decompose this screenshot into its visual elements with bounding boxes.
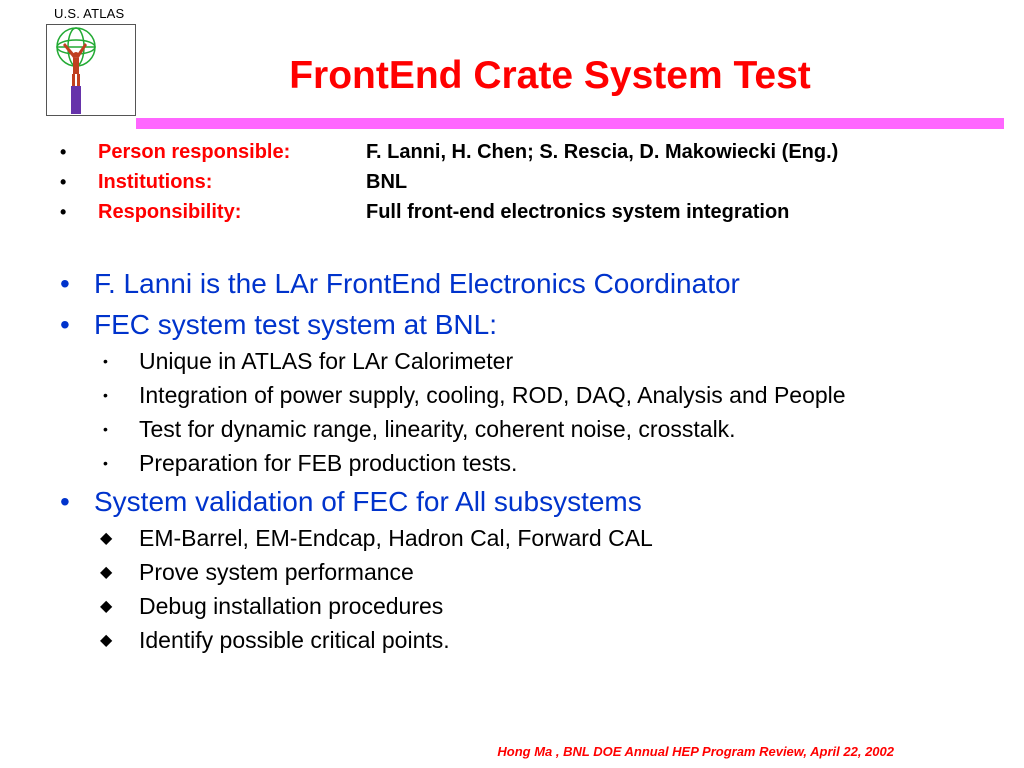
sub-list-item-text: Identify possible critical points.	[139, 627, 450, 653]
sub-list-item	[56, 382, 976, 409]
sub-list-item	[56, 348, 976, 375]
bullet: •	[103, 455, 108, 471]
sub-list-item-text: Preparation for FEB production tests.	[139, 450, 518, 476]
diamond-bullet-icon: ◆	[100, 632, 113, 649]
info-block	[56, 137, 1016, 227]
list-item-text: F. Lanni is the LAr FrontEnd Electronics Coordinator	[94, 268, 740, 299]
bullet: •	[60, 309, 70, 340]
bullet: •	[60, 268, 70, 299]
bullet: •	[103, 421, 108, 437]
info-key: Responsibility:	[98, 201, 242, 223]
info-value: Full front-end electronics system integration	[366, 201, 790, 223]
bullet: •	[60, 142, 67, 162]
sub-list-item	[56, 525, 976, 552]
sub-list-item	[56, 559, 976, 586]
info-value: F. Lanni, H. Chen; S. Rescia, D. Makowiecki (Eng.)	[366, 141, 839, 163]
sub-list-item-text: EM-Barrel, EM-Endcap, Hadron Cal, Forward CAL	[139, 525, 653, 551]
atlas-figure-logo-icon	[47, 25, 135, 115]
sub-list-item	[56, 450, 976, 477]
sub-list-item	[56, 416, 976, 443]
info-row-person	[56, 137, 1016, 167]
bullet: •	[60, 202, 67, 222]
info-row-responsibility	[56, 197, 1016, 227]
list-item-text: FEC system test system at BNL:	[94, 309, 497, 340]
bullet: •	[60, 486, 70, 517]
bullet: •	[103, 353, 108, 369]
list-item-text: System validation of FEC for All subsystems	[94, 486, 642, 517]
footer-citation: Hong Ma , BNL DOE Annual HEP Program Review, April 22, 2002	[497, 744, 894, 759]
diamond-bullet-icon: ◆	[100, 530, 113, 547]
list-item	[56, 307, 976, 343]
diamond-bullet-icon: ◆	[100, 564, 113, 581]
atlas-logo	[46, 24, 136, 116]
info-row-institutions	[56, 167, 1016, 197]
sub-list-item-text: Prove system performance	[139, 559, 414, 585]
sub-list-item-text: Test for dynamic range, linearity, coherent noise, crosstalk.	[139, 416, 736, 442]
sub-list-item-text: Debug installation procedures	[139, 593, 444, 619]
bullet: •	[60, 172, 67, 192]
diamond-bullet-icon: ◆	[100, 598, 113, 615]
bullet: •	[103, 387, 108, 403]
info-key: Person responsible:	[98, 141, 291, 163]
logo-label: U.S. ATLAS	[54, 6, 125, 21]
sub-list-item	[56, 593, 976, 620]
info-key: Institutions:	[98, 171, 213, 193]
title-divider	[136, 118, 1004, 129]
sub-list-item-text: Integration of power supply, cooling, ROD, DAQ, Analysis and People	[139, 382, 846, 408]
list-item	[56, 266, 976, 302]
list-item	[56, 484, 976, 520]
bullet-list	[56, 266, 976, 661]
sub-list-item	[56, 627, 976, 654]
sub-list-item-text: Unique in ATLAS for LAr Calorimeter	[139, 348, 514, 374]
page-title: FrontEnd Crate System Test	[289, 54, 811, 97]
info-value: BNL	[366, 171, 408, 193]
